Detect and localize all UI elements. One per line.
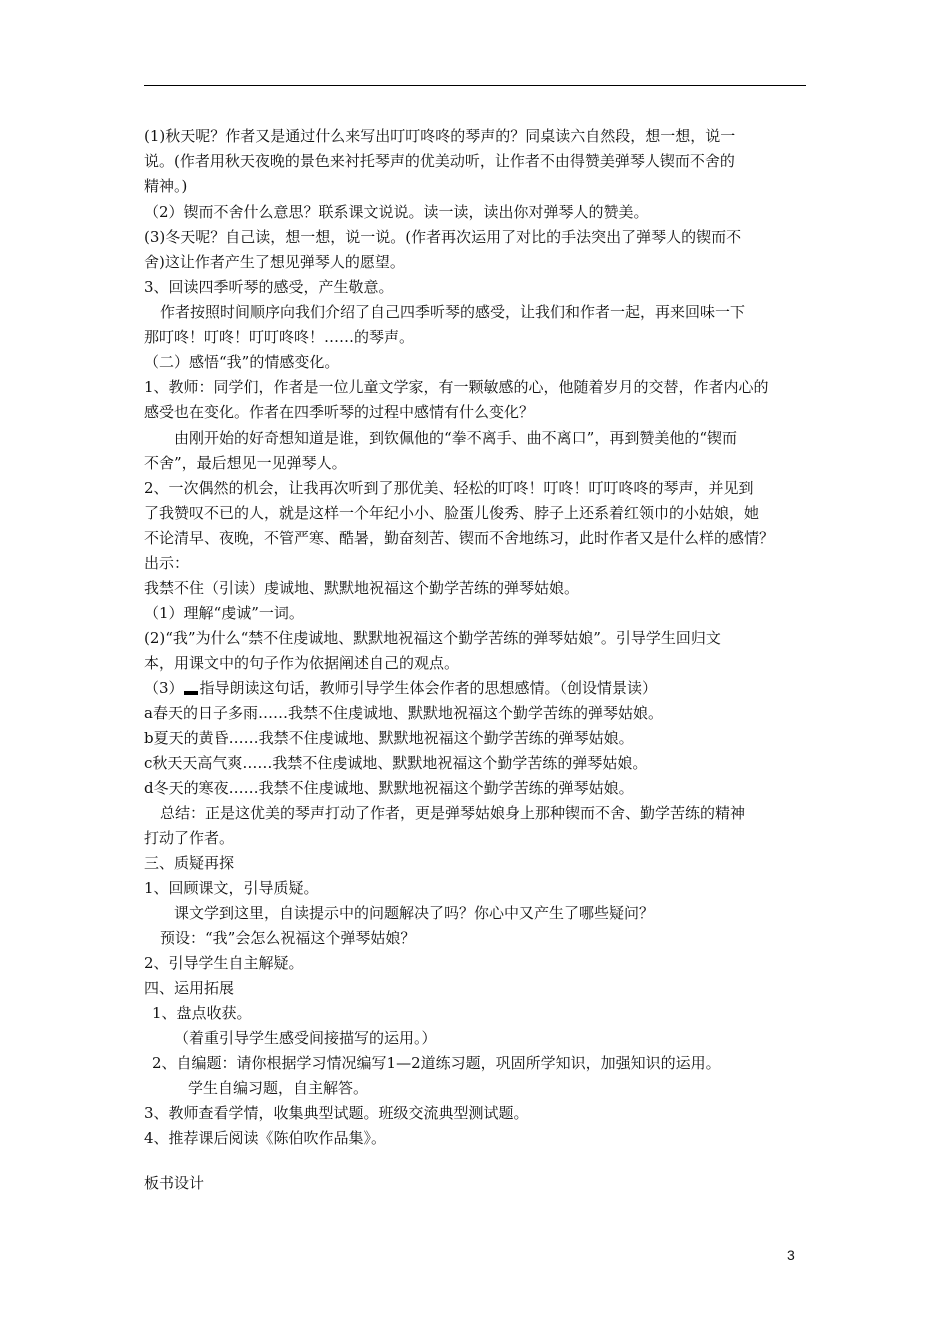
text-line: 精神。) [144, 177, 188, 195]
text-line: 感受也在变化。作者在四季听琴的过程中感情有什么变化？ [144, 403, 535, 421]
text-line: (3)冬天呢？自己读，想一想，说一说。(作者再次运用了对比的手法突出了弹琴人的锲而不 [144, 228, 742, 246]
item-number: （3） [144, 679, 184, 697]
text-line: 舍)这让作者产生了想见弹琴人的愿望。 [144, 253, 405, 271]
text-line: 本，用课文中的句子作为依据阐述自己的观点。 [144, 654, 460, 672]
black-bar-mark [184, 691, 198, 695]
text-line: 由刚开始的好奇想知道是谁，到钦佩他的“拳不离手、曲不离口”，再到赞美他的“锲而 [174, 429, 738, 447]
text-line: 4、推荐课后阅读《陈伯吹作品集》。 [144, 1129, 387, 1147]
text-line: 3、教师查看学情，收集典型试题。班级交流典型测试题。 [144, 1104, 529, 1122]
text-line: 1、教师：同学们，作者是一位儿童文学家，有一颗敏感的心，他随着岁月的交替，作者内心的 [144, 378, 769, 396]
text-line: (2)“我”为什么“禁不住虔诚地、默默地祝福这个勤学苦练的弹琴姑娘”。引导学生回归文 [144, 629, 721, 647]
text-line: 出示： [144, 554, 190, 572]
text-line: 不舍”，最后想见一见弹琴人。 [144, 454, 347, 472]
text-line: 预设：“我”会怎么祝福这个弹琴姑娘？ [160, 929, 416, 947]
text-line: 总结：正是这优美的琴声打动了作者，更是弹琴姑娘身上那种锲而不舍、勤学苦练的精神 [160, 804, 746, 822]
text-line: 2、一次偶然的机会，让我再次听到了那优美、轻松的叮咚！叮咚！叮叮咚咚的琴声，并见到 [144, 479, 754, 497]
text-line: 打动了作者。 [144, 829, 235, 847]
text-line: c秋天天高气爽……我禁不住虔诚地、默默地祝福这个勤学苦练的弹琴姑娘。 [144, 754, 648, 772]
section-heading: 四、运用拓展 [144, 979, 235, 997]
text-line: 说。(作者用秋天夜晚的景色来衬托琴声的优美动听，让作者不由得赞美弹琴人锲而不舍的 [144, 152, 735, 170]
text-line: （2）锲而不舍什么意思？联系课文说说。读一读，读出你对弹琴人的赞美。 [144, 203, 649, 221]
text-line: 1、回顾课文，引导质疑。 [144, 879, 319, 897]
text-line: d冬天的寒夜……我禁不住虔诚地、默默地祝福这个勤学苦练的弹琴姑娘。 [144, 779, 634, 797]
page-number: 3 [787, 1247, 795, 1263]
text-line: （着重引导学生感受间接描写的运用。） [174, 1029, 437, 1047]
text-line: 2、引导学生自主解疑。 [144, 954, 304, 972]
text-line: 1、盘点收获。 [152, 1004, 252, 1022]
section-heading: 三、质疑再探 [144, 854, 235, 872]
section-heading: （二）感悟“我”的情感变化。 [144, 353, 340, 371]
text-line: a春天的日子多雨……我禁不住虔诚地、默默地祝福这个勤学苦练的弹琴姑娘。 [144, 704, 663, 722]
text-line: (1)秋天呢？作者又是通过什么来写出叮叮咚咚的琴声的？同桌读六自然段，想一想，说一 [144, 127, 736, 145]
text-line: 学生自编习题，自主解答。 [188, 1079, 369, 1097]
header-rule [144, 85, 806, 86]
text-line: 课文学到这里，自读提示中的问题解决了吗？你心中又产生了哪些疑问？ [174, 904, 655, 922]
section-heading: 板书设计 [144, 1174, 205, 1192]
text-line: 不论清早、夜晚，不管严寒、酷暑，勤奋刻苦、锲而不舍地练习，此时作者又是什么样的感情？ [144, 529, 775, 547]
text-line [144, 678, 657, 698]
text-line-body: 指导朗读这句话，教师引导学生体会作者的思想感情。（创设情景读） [199, 679, 658, 697]
text-line: 那叮咚！叮咚！叮叮咚咚！……的琴声。 [144, 328, 415, 346]
text-line: 3、回读四季听琴的感受，产生敬意。 [144, 278, 394, 296]
text-line: 作者按照时间顺序向我们介绍了自己四季听琴的感受，让我们和作者一起，再来回味一下 [160, 303, 746, 321]
text-line: 我禁不住（引读）虔诚地、默默地祝福这个勤学苦练的弹琴姑娘。 [144, 579, 580, 597]
text-line: （1）理解“虔诚”一词。 [144, 604, 304, 622]
text-line: b夏天的黄昏……我禁不住虔诚地、默默地祝福这个勤学苦练的弹琴姑娘。 [144, 729, 634, 747]
text-line: 2、自编题：请你根据学习情况编写1—2道练习题，巩固所学知识，加强知识的运用。 [152, 1054, 721, 1072]
text-line: 了我赞叹不已的人，就是这样一个年纪小小、脸蛋儿俊秀、脖子上还系着红领巾的小姑娘，她 [144, 504, 760, 522]
